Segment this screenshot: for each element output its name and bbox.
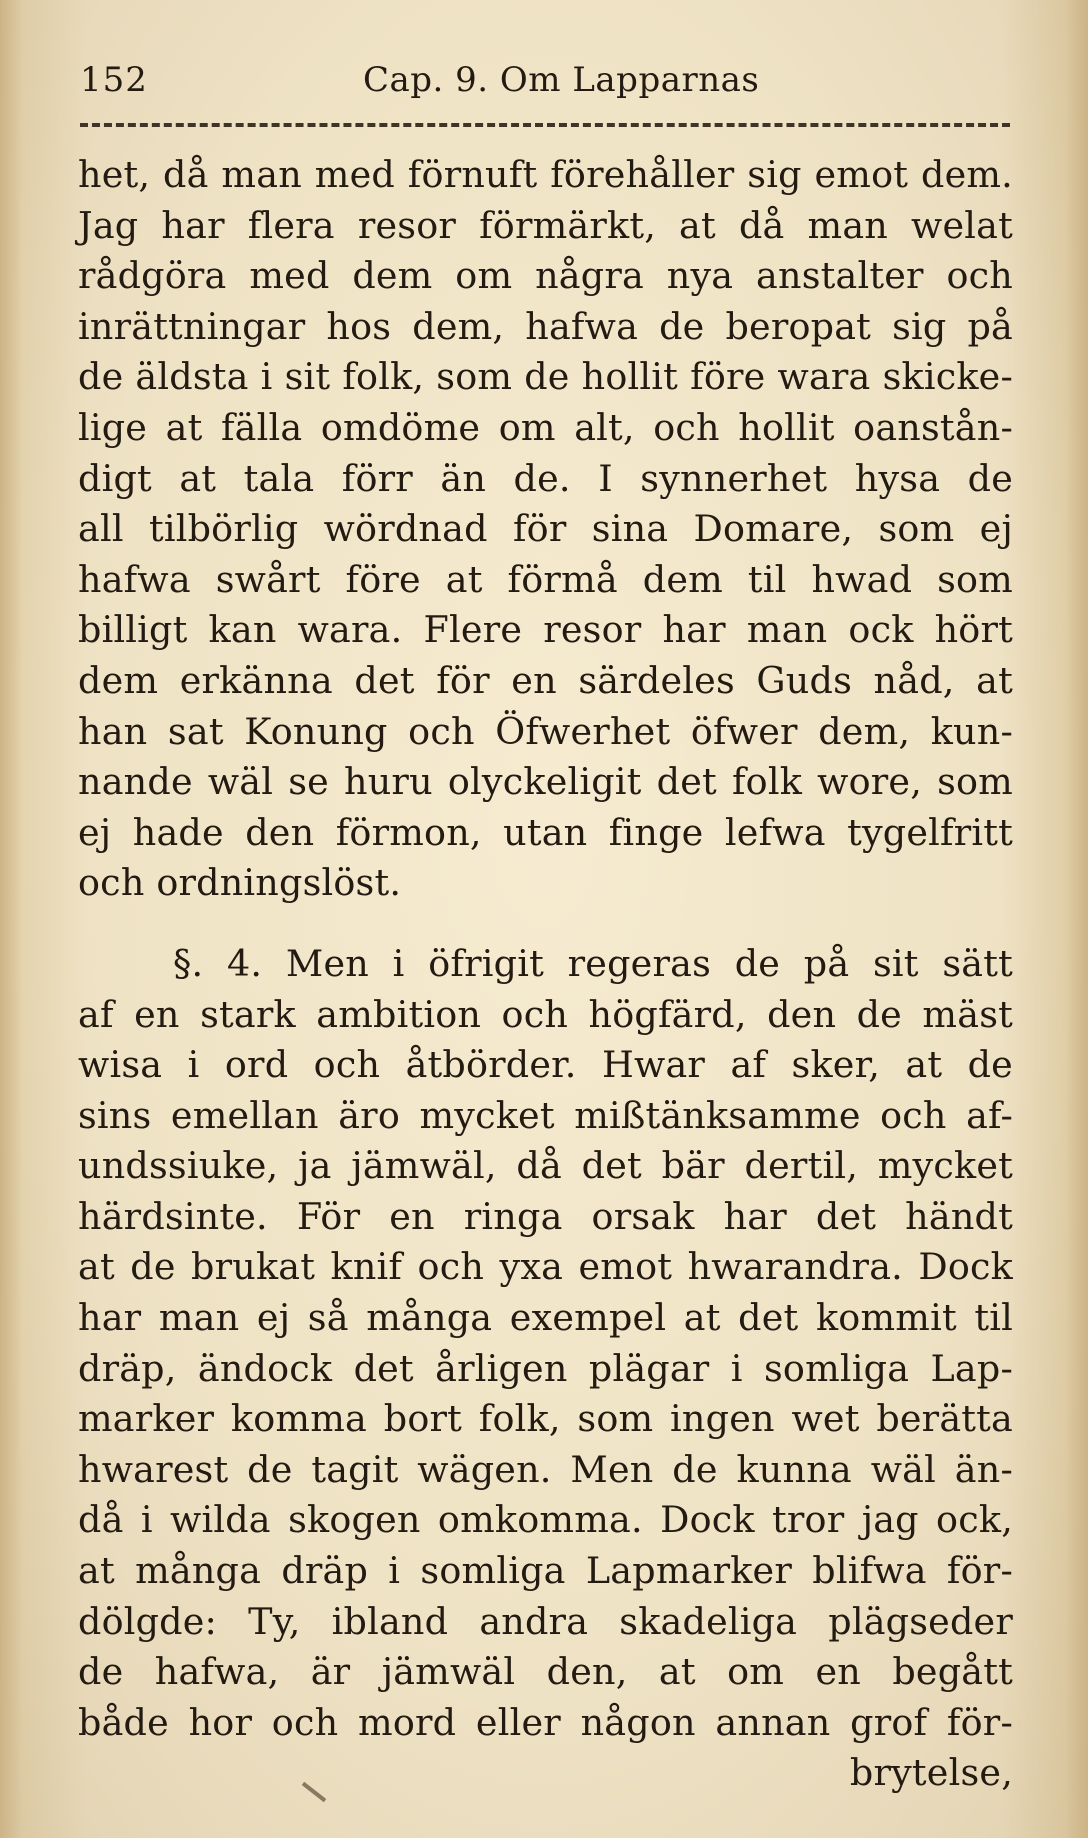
text-line: hwarest de tagit wägen. Men de kunna wäl än- — [78, 1447, 1013, 1491]
text-line: och ordningslöst. — [78, 861, 402, 905]
text-line: lige at fälla omdöme om alt, och hollit oanstån- — [78, 405, 1013, 449]
text-line: digt at tala förr än de. I synnerhet hysa de — [78, 456, 1013, 500]
text-line: hafwa swårt före at förmå dem til hwad som — [78, 557, 1013, 601]
text-line: het, då man med förnuft förehåller sig emot dem. — [78, 153, 1013, 196]
text-line: dräp, ändock det årligen plägar i somliga Lap- — [78, 1346, 1013, 1390]
header-rule — [80, 123, 1010, 127]
text-line: all tilbörlig wördnad för sina Domare, som ej — [78, 507, 1013, 551]
text-line: af en stark ambition och högfärd, den de mäst — [78, 992, 1013, 1036]
page-number: 152 — [80, 60, 148, 100]
text-line: inrättningar hos dem, hafwa de beropat sig på — [78, 304, 1013, 348]
text-line: har man ej så många exempel at det kommit til — [78, 1296, 1013, 1340]
text-line: at de brukat knif och yxa emot hwarandra. Dock — [78, 1245, 1013, 1289]
text-line: dem erkänna det för en särdeles Guds nåd, at — [78, 658, 1013, 702]
text-line: undssiuke, ja jämwäl, då det bär dertil, mycket — [78, 1144, 1013, 1188]
text-line: dölgde: Ty, ibland andra skadeliga plägseder — [78, 1599, 1013, 1643]
text-line: han sat Konung och Öfwerhet öfwer dem, kun- — [78, 709, 1013, 753]
text-line: sins emellan äro mycket mißtänksamme och af- — [78, 1093, 1013, 1137]
text-line: både hor och mord eller någon annan grof för- — [78, 1700, 1013, 1744]
text-line: nande wäl se huru olyckeligit det folk wore, som — [78, 760, 1013, 804]
text-line: marker komma bort folk, som ingen wet berätta — [78, 1397, 1013, 1441]
page-header — [80, 52, 1010, 108]
page-left-edge — [0, 0, 22, 1838]
text-line: de hafwa, är jämwäl den, at om en begått — [78, 1650, 1013, 1694]
catchword: brytelse, — [849, 1751, 1013, 1795]
section-heading-line: §. 4. Men i öfrigit regeras de på sit sätt — [173, 941, 1013, 985]
text-line: wisa i ord och åtbörder. Hwar af sker, at de — [78, 1043, 1013, 1087]
page-right-edge — [1066, 0, 1088, 1838]
text-line: billigt kan wara. Flere resor har man ock hört — [78, 608, 1013, 652]
text-line: härdsinte. För en ringa orsak har det händt — [78, 1194, 1013, 1238]
running-head: Cap. 9. Om Lapparnas — [363, 60, 760, 100]
text-line: ej hade den förmon, utan finge lefwa tygelfritt — [78, 810, 1013, 854]
text-line: rådgöra med dem om några nya anstalter och — [78, 254, 1013, 298]
body-text — [78, 150, 1013, 1799]
text-line: at många dräp i somliga Lapmarker blifwa för- — [78, 1549, 1013, 1593]
text-line: Jag har flera resor förmärkt, at då man welat — [78, 203, 1013, 247]
text-line: de äldsta i sit folk, som de hollit före wara skicke- — [78, 355, 1013, 399]
text-line: då i wilda skogen omkomma. Dock tror jag ock, — [78, 1498, 1013, 1542]
